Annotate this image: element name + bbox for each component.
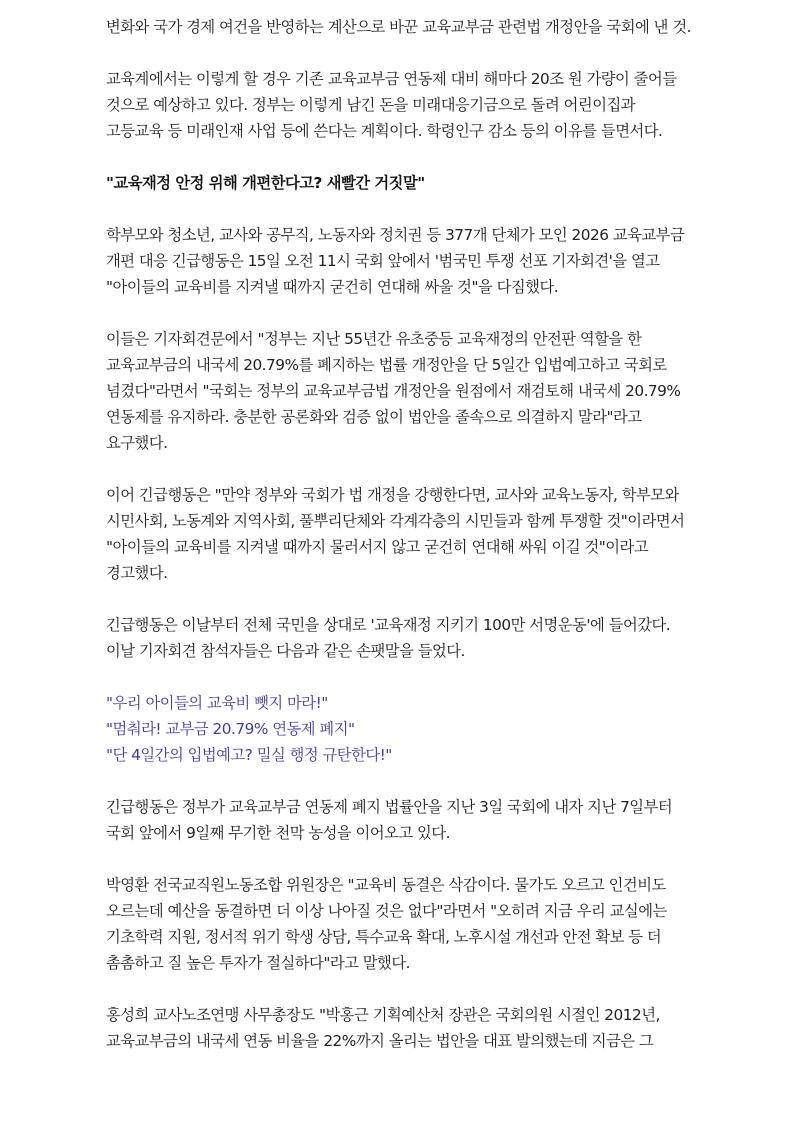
slogan-item: "우리 아이들의 교육비 뺏지 마라!" [106,694,328,712]
slogan-item: "단 4일간의 입법예고? 밀실 행정 규탄한다!" [106,746,392,764]
paragraph: 학부모와 청소년, 교사와 공무직, 노동자와 정치권 등 377개 단체가 모인 2026 교육교부금 개편 대응 긴급행동은 15일 오전 11시 국회 앞에서 '범국민 투쟁 선포 기자회견'을 열고 "아이들의 교육비를 지켜낼 때까지 굳건히 연대해 싸울 것"을 다짐했다. [106,226,685,296]
paragraph: 교육계에서는 이렇게 할 경우 기존 교육교부금 연동제 대비 해마다 20조 원 가량이 줄어들 것으로 예상하고 있다. 정부는 이렇게 남긴 돈을 미래대응기금으로 돌려 어린이집과 고등교육 등 미래인재 사업 등에 쓴다는 계획이다. 학령인구 감소 등의 이유를 들면서다. [106,70,677,140]
slogan-item: "멈춰라! 교부금 20.79% 연동제 폐지" [106,720,355,738]
paragraph: 이어 긴급행동은 "만약 정부와 국회가 법 개정을 강행한다면, 교사와 교육노동자, 학부모와 시민사회, 노동계와 지역사회, 풀뿌리단체와 각계각층의 시민들과 함께 투쟁할 것"이라면서 "아이들의 교육비를 지켜낼 때까지 물러서지 않고 굳건히 연대해 싸워 이길 것"이라고 경고했다. [106,486,685,582]
paragraph: 긴급행동은 이날부터 전체 국민을 상대로 '교육재정 지키기 100만 서명운동'에 들어갔다. 이날 기자회견 참석자들은 다음과 같은 손팻말을 들었다. [106,616,671,660]
slogan-list [106,690,696,768]
paragraph: 긴급행동은 정부가 교육교부금 연동제 폐지 법률안을 지난 3일 국회에 내자 지난 7일부터 국회 앞에서 9일째 무기한 천막 농성을 이어오고 있다. [106,798,673,842]
paragraph: 홍성희 교사노조연맹 사무총장도 "박홍근 기획예산처 장관은 국회의원 시절인 2012년, 교육교부금의 내국세 연동 비율을 22%까지 올리는 법안을 대표 발의했는데 지금은 그 [106,1006,660,1050]
article-body [106,14,696,1080]
paragraph: 변화와 국가 경제 여건을 반영하는 계산으로 바꾼 교육교부금 관련법 개정안을 국회에 낸 것. [106,18,691,36]
paragraph: 박영환 전국교직원노동조합 위원장은 "교육비 동결은 삭감이다. 물가도 오르고 인건비도 오르는데 예산을 동결하면 더 이상 나아질 것은 없다"라면서 "오히려 지금 우리 교실에는 기초학력 지원, 정서적 위기 학생 상담, 특수교육 확대, 노후시설 개선과 안전 확보 등 더 촘촘하고 질 높은 투자가 절실하다"라고 말했다. [106,876,667,972]
section-heading: "교육재정 안정 위해 개편한다고? 새빨간 거짓말" [106,174,425,192]
paragraph: 이들은 기자회견문에서 "정부는 지난 55년간 유초중등 교육재정의 안전판 역할을 한 교육교부금의 내국세 20.79%를 폐지하는 법률 개정안을 단 5일간 입법예고하고 국회로 넘겼다"라면서 "국회는 정부의 교육교부금법 개정안을 원점에서 재검토해 내국세 20.79% 연동제를 유지하라. 충분한 공론화와 검증 없이 법안을 졸속으로 의결하지 말라"라고 요구했다. [106,330,681,452]
